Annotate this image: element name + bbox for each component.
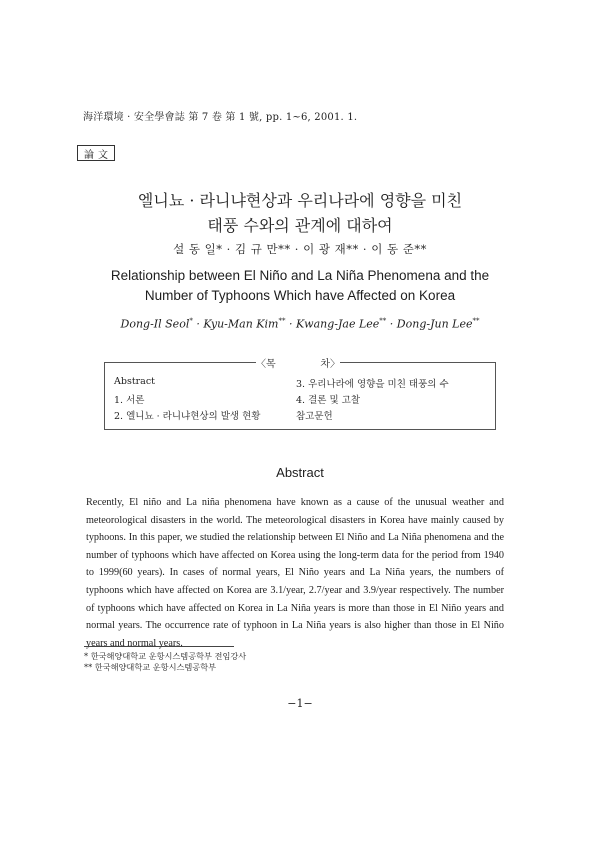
english-title-line-1: Relationship between El Niño and La Niña Phenomena and the	[110, 268, 490, 283]
article-type-char-1: 論	[84, 149, 94, 161]
toc-item: 2. 엘니뇨 · 라니냐현상의 발생 현황	[114, 411, 261, 422]
english-authors: Dong-Il Seol* · Kyu-Man Kim** · Kwang-Jae Lee** · Dong-Jun Lee**	[120, 317, 480, 331]
footnote-1: * 한국해양대학교 운항시스템공학부 전임강사	[84, 651, 247, 661]
author-mark: **	[379, 317, 387, 325]
toc-item: Abstract	[114, 376, 155, 387]
toc-heading-part-1: 〈목	[256, 359, 276, 370]
article-type-badge	[77, 145, 115, 161]
toc-heading-part-2: 차〉	[320, 359, 340, 370]
toc-heading	[256, 355, 340, 370]
toc-border-left	[104, 362, 256, 363]
english-title-line-2: Number of Typhoons Which have Affected on Korea	[144, 288, 456, 303]
korean-title-line-1: 엘니뇨 · 라니냐현상과 우리나라에 영향을 미친	[137, 191, 463, 210]
toc-item: 4. 결론 및 고찰	[296, 395, 361, 406]
abstract-heading: Abstract	[276, 465, 324, 480]
author-name: Kyu-Man Kim	[203, 317, 279, 331]
author-mark: **	[278, 317, 286, 325]
journal-citation: 海洋環境 · 安全學會誌 第 7 卷 第 1 號, pp. 1~6, 2001. 1.	[83, 112, 358, 123]
toc-border-right	[340, 362, 496, 363]
article-type-char-2: 文	[98, 149, 108, 161]
author-name: Kwang-Jae Lee	[295, 317, 380, 331]
toc-item: 3. 우리나라에 영향을 미친 태풍의 수	[296, 379, 449, 390]
author-mark: *	[189, 317, 193, 325]
footnote-divider	[84, 646, 234, 647]
abstract-body: Recently, El niño and La niña phenomena have known as a cause of the unusual weather and meteorological disasters in the world. The meteorological disasters in Korea have mainly caused by typhoons. In this paper, we studied the relationship between El Niño and La Niña phenomena and the number of typhoons which have affected on Korea using the long-term data for the period from 1940 to 1999(60 years). In cases of normal years, El Niño years and La Niña years, the numbers of typhoons which have affected on Korea are 3.1/year, 2.7/year and 3.9/year respectively. The number of typhoons which have affected on Korea in La Niña years is more than those in El Niño years and normal years. The occurrence rate of typhoon in La Niña years is also higher than those in El Niño years and normal years.	[86, 497, 504, 649]
author-mark: **	[472, 317, 480, 325]
author-name: Dong-Jun Lee	[396, 317, 473, 331]
korean-title-line-2: 태풍 수와의 관계에 대하여	[207, 216, 393, 235]
korean-authors: 설 동 일* · 김 규 만** · 이 광 재** · 이 동 준**	[173, 242, 427, 256]
footnote-2: ** 한국해양대학교 운항시스템공학부	[84, 662, 217, 672]
page-number: −1−	[287, 697, 313, 710]
toc-item: 참고문헌	[296, 411, 333, 422]
toc-item: 1. 서론	[114, 395, 145, 406]
author-name: Dong-Il Seol	[120, 317, 190, 331]
